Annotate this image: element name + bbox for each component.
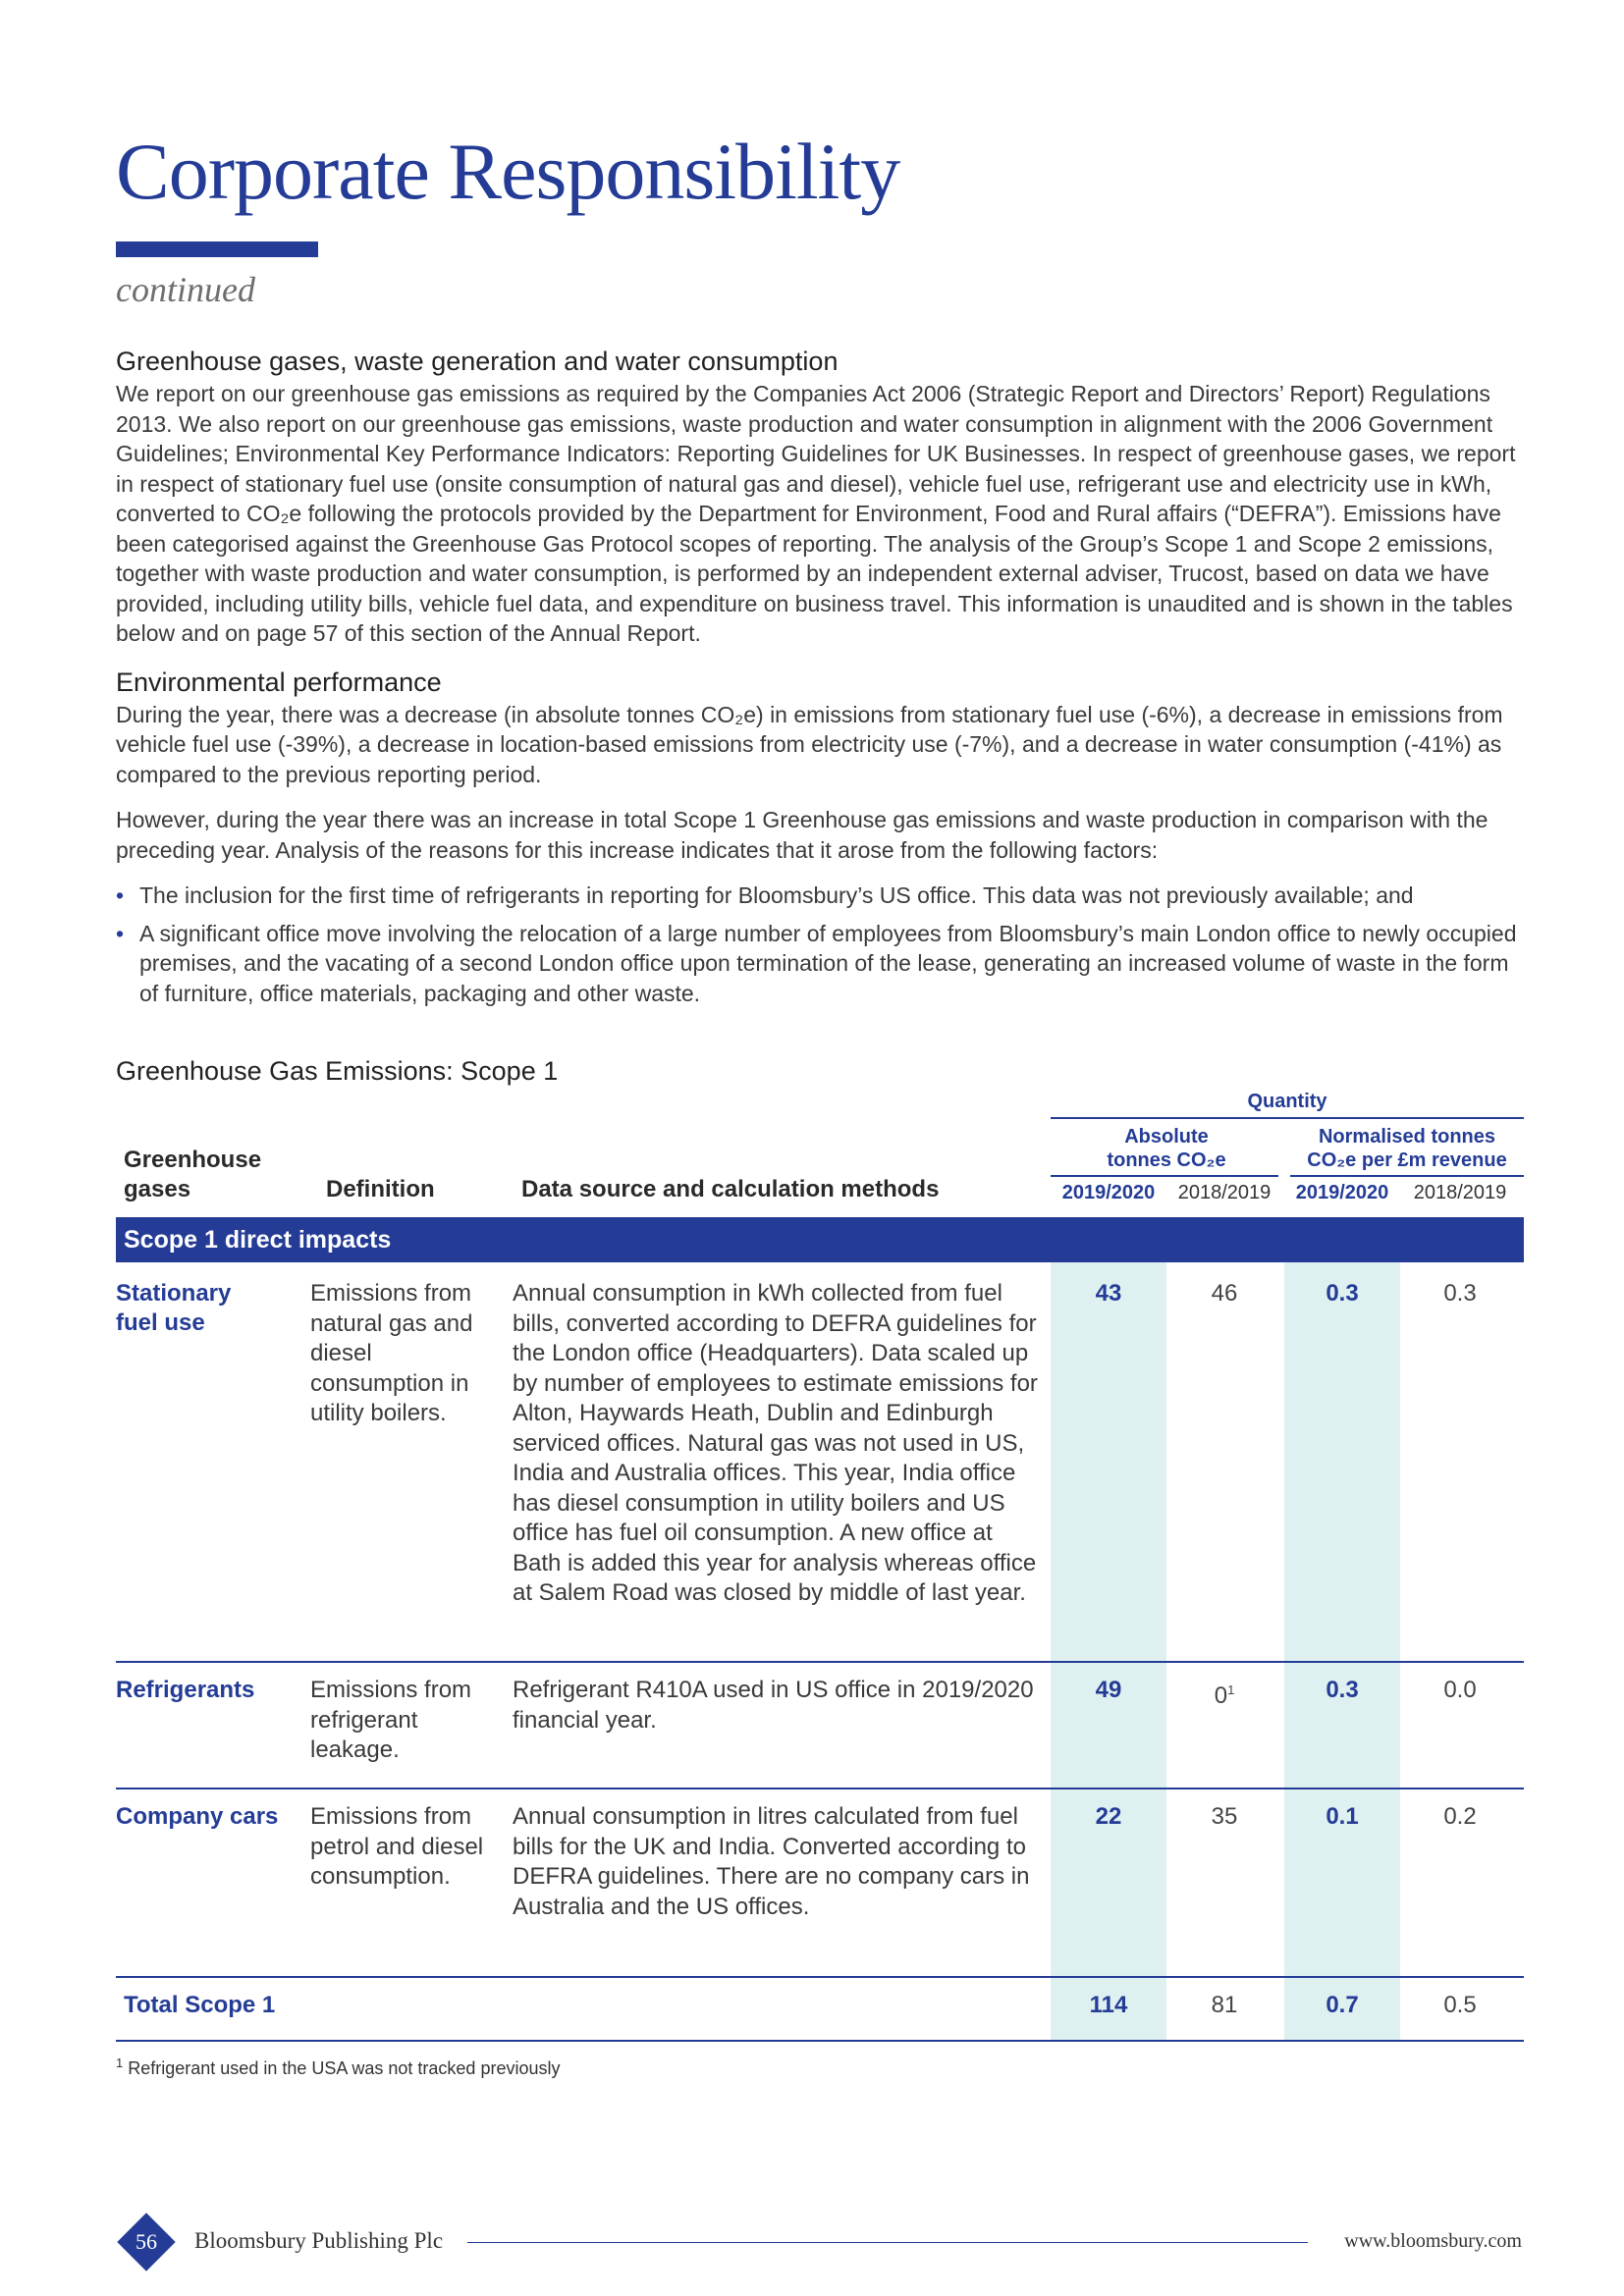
year-header-abs-2020: 2019/2020 [1061,1182,1156,1203]
row-refrigerants-source: Refrigerant R410A used in US office in 2019/2020 financial year. [513,1677,1034,1734]
section-ghg-paragraph: We report on our greenhouse gas emissions as required by the Companies Act 2006 (Strategic Report and Directors’ Report) Regulations 2013. We also report on our greenhouse gas emissions, waste production and water consumption in alignment with the 2006 Government Guidelines; Environmental Key Performance Indicators: Reporting Guidelines for UK Businesses. In respect of greenhouse gases, we report in respect of stationary fuel use (onsite consumption of natural gas and diesel), vehicle fuel use, refrigerant use and electricity use in kWh, converted to CO₂e following the protocols provided by the Department for Environment, Food and Rural affairs (“DEFRA”). Emissions have been categorised against the Greenhouse Gas Protocol scopes of reporting. The analysis of the Group’s Scope 1 and Scope 2 emissions, together with waste production and water consumption, is performed by an independent external adviser, Trucost, based on data we have provided, including utility bills, vehicle fuel data, and expenditure on business travel. This information is unaudited and is shown in the tables below and on page 57 of this section of the Annual Report. [116,381,1516,646]
section-heading-ghg: Greenhouse gases, waste generation and water consumption [116,347,839,376]
row-stationary-gas-1: Stationary [116,1280,232,1307]
row-company-cars-norm-2020: 0.1 [1326,1803,1359,1830]
scope-band: Scope 1 direct impacts [116,1217,1524,1262]
environmental-paragraph-1: During the year, there was a decrease (in absolute tonnes CO₂e) in emissions from stationary fuel use (-6%), a decrease in emissions from vehicle fuel use (-39%), a decrease in location-based emissions from electricity use (-7%), and a decrease in water consumption (-41%) as compared to the previous reporting period. [116,701,1503,787]
quantity-header: Quantity [1247,1091,1327,1112]
row-stationary-source: Annual consumption in kWh collected from fuel bills, converted according to DEFRA guidelines for the London office (Headquarters). Data scaled up by number of employees to estimate emissions for Alton, Haywards Heath, Dublin and Edinburgh serviced offices. Natural gas was not used in US, India and Australia offices. This year, India office has diesel consumption in utility boilers and US office has fuel oil consumption. A new office at Bath is added this year for analysis whereas office at Salem Road was closed by middle of last year. [513,1280,1038,1606]
shaded-column-absolute-2020 [1051,1262,1166,2042]
normalised-rule [1290,1175,1524,1177]
row-stationary-norm-2019: 0.3 [1443,1280,1477,1307]
publisher-name: Bloomsbury Publishing Plc [194,2228,444,2253]
absolute-header-1: Absolute [1124,1126,1209,1148]
emissions-table [116,1090,1524,2042]
page-subtitle: continued [116,270,255,309]
page-number: 56 [135,2229,157,2254]
row-refrigerants-abs-2019: $0^1$ [1214,1682,1235,1709]
table-bottom-rule [116,2040,1524,2042]
total-norm-2020: 0.7 [1326,1992,1359,2018]
absolute-rule [1051,1175,1278,1177]
row-company-cars-norm-2019: 0.2 [1443,1803,1477,1830]
total-label: Total Scope 1 [124,1992,276,2018]
reason-list [116,881,1522,1008]
col-header-gas-2: gases [124,1176,191,1202]
section-heading-environmental: Environmental performance [116,667,442,697]
row-refrigerants-definition: Emissions from refrigerant leakage. [310,1677,472,1763]
environmental-paragraph-2: However, during the year there was an increase in total Scope 1 Greenhouse gas emissions and waste production in comparison with the preceding year. Analysis of the reasons for this increase indicates that it arose from the following factors: [116,807,1489,863]
year-header-norm-2019: 2018/2019 [1413,1182,1507,1203]
bullet-icon: • [116,882,125,908]
row-company-cars-definition: Emissions from petrol and diesel consumption. [310,1803,484,1890]
row-divider [116,1976,1524,1978]
col-header-definition: Definition [326,1176,435,1202]
total-norm-2019: 0.5 [1443,1992,1477,2018]
row-company-cars-source: Annual consumption in litres calculated from fuel bills for the UK and India. Converted according to DEFRA guidelines. There are no company cars in Australia and the US offices. [513,1803,1030,1920]
row-company-cars-abs-2019: 35 [1211,1803,1238,1830]
bullet-icon: • [116,920,125,946]
row-company-cars-abs-2020: 22 [1095,1803,1122,1830]
year-header-abs-2019: 2018/2019 [1177,1182,1272,1203]
website-link[interactable]: www.bloomsbury.com [1344,2230,1522,2252]
row-refrigerants-norm-2019: 0.0 [1443,1677,1477,1703]
list-item: • The inclusion for the first time of refrigerants in reporting for Bloomsbury’s US office. This data was not previously available; and [116,881,1522,911]
body-text [116,344,1522,1016]
row-stationary-definition: Emissions from natural gas and diesel consumption in utility boilers. [310,1280,473,1426]
footnote-marker: 1 [1227,1682,1235,1697]
row-stationary-abs-2020: 43 [1095,1280,1122,1307]
shaded-column-normalised-2020 [1284,1262,1400,2042]
row-stationary-gas-2: fuel use [116,1309,205,1336]
col-header-source: Data source and calculation methods [521,1176,940,1202]
year-header-norm-2020: 2019/2020 [1295,1182,1389,1203]
row-stationary-abs-2019: 46 [1211,1280,1238,1307]
total-abs-2020: 114 [1089,1992,1128,2018]
footer-rule [467,2242,1308,2243]
page-title: Corporate Responsibility [116,127,900,216]
title-underline-bar [116,241,318,257]
footnote: $^1$ Refrigerant used in the USA was not tracked previously [116,2056,561,2078]
row-refrigerants-norm-2020: 0.3 [1326,1677,1359,1703]
row-refrigerants-abs-2020: 49 [1095,1677,1122,1703]
col-header-gas-1: Greenhouse [124,1147,262,1173]
row-refrigerants-gas: Refrigerants [116,1677,255,1703]
table-title: Greenhouse Gas Emissions: Scope 1 [116,1056,559,1086]
row-stationary-norm-2020: 0.3 [1326,1280,1359,1307]
normalised-header-2: CO₂e per £m revenue [1307,1149,1507,1171]
row-divider [116,1788,1524,1789]
quantity-rule [1051,1117,1524,1119]
total-abs-2019: 81 [1211,1992,1238,2018]
absolute-header-2: tonnes CO₂e [1107,1149,1226,1171]
row-company-cars-gas: Company cars [116,1803,279,1830]
normalised-header-1: Normalised tonnes [1318,1126,1496,1148]
row-divider [116,1661,1524,1663]
list-item: • A significant office move involving the relocation of a large number of employees from Bloomsbury’s main London office to newly occupied premises, and the vacating of a second London office upon termination of the lease, generating an increased volume of waste in the form of furniture, office materials, packaging and other waste. [116,920,1517,1006]
